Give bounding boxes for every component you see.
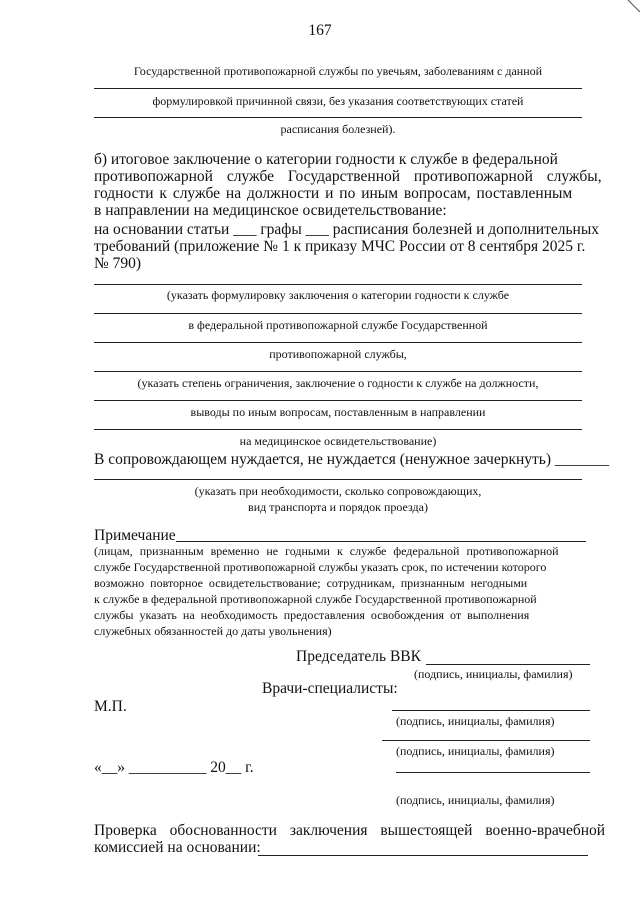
note-block — [94, 544, 588, 639]
signature-line — [392, 710, 590, 711]
fill-line — [94, 400, 582, 401]
note-line-5: службы указать на необходимость предоставления освобождения от выполнения — [94, 608, 530, 622]
note-line-3: возможно повторное освидетельствование; сотрудникам, признанным негодными — [94, 576, 528, 590]
date-line: «__» __________ 20__ г. — [94, 759, 254, 776]
note-line-2: службе Государственной противопожарной службы указать срок, по истечении которого — [94, 560, 547, 574]
section-b-text: б) итоговое заключение о категории годности к службе в федеральной — [94, 151, 558, 168]
basis-line-3: № 790) — [94, 255, 142, 272]
fill-line — [258, 855, 588, 856]
doctors-label: Врачи-специалисты: — [262, 680, 398, 697]
note-line-6: служебных обязанностей до даты увольнения) — [94, 624, 332, 638]
top-line-2: формулировкой причинной связи, без указания соответствующих статей — [152, 94, 524, 108]
note-line-4: к службе в федеральной противопожарной службе Государственной противопожарной — [94, 592, 537, 606]
signature-line — [396, 772, 590, 773]
instruction-6: на медицинское освидетельствование) — [239, 434, 437, 448]
page-number: 167 — [308, 22, 332, 39]
stamp-label: М.П. — [94, 698, 127, 715]
section-b-text: годности к службе на должности и по иным вопросам, поставленным — [94, 185, 573, 202]
fill-line — [94, 88, 582, 89]
chairman-label: Председатель ВВК — [296, 648, 421, 665]
note-line-1: (лицам, признанным временно не годными к службе федеральной противопожарной — [94, 544, 559, 558]
section-b-line-4 — [94, 202, 586, 220]
section-b-text: противопожарной службе Государственной противопожарной службы, — [94, 168, 602, 185]
verification-line-1: Проверка обоснованности заключения вышестоящей военно-врачебной — [94, 822, 606, 839]
instruction-4: (указать степень ограничения, заключение о годности к службе на должности, — [137, 376, 539, 390]
top-line-3: расписания болезней). — [280, 122, 396, 136]
fill-line — [94, 371, 582, 372]
escort-line: В сопровождающем нуждается, не нуждается (ненужное зачеркнуть) _______ — [94, 451, 610, 468]
basis-line-1: на основании статьи ___ графы ___ расписания болезней и дополнительных — [94, 221, 599, 238]
fill-line — [94, 479, 582, 480]
section-b-line-1 — [94, 151, 586, 169]
signature-line — [382, 740, 590, 741]
signature-caption: (подпись, инициалы, фамилия) — [396, 744, 555, 758]
instruction-1: (указать формулировку заключения о категории годности к службе — [166, 288, 510, 302]
signature-line — [426, 664, 590, 665]
verification-line-2: комиссией на основании: — [94, 839, 261, 856]
instruction-5: выводы по иным вопросам, поставленным в направлении — [190, 405, 486, 419]
basis-line-2: требований (приложение № 1 к приказу МЧС России от 8 сентября 2025 г. — [94, 238, 586, 255]
instruction-3: противопожарной службы, — [269, 347, 407, 361]
signature-caption: (подпись, инициалы, фамилия) — [396, 793, 555, 807]
fill-line — [94, 117, 582, 118]
corner-mark — [622, 0, 640, 14]
section-b-text: в направлении на медицинское освидетельствование: — [94, 202, 447, 219]
fill-line — [94, 313, 582, 314]
signature-caption: (подпись, инициалы, фамилия) — [414, 667, 573, 681]
instruction-2: в федеральной противопожарной службе Государственной — [188, 318, 488, 332]
escort-instruction-2: вид транспорта и порядок проезда) — [248, 500, 428, 514]
signature-caption: (подпись, инициалы, фамилия) — [396, 714, 555, 728]
fill-line — [94, 342, 582, 343]
section-b-line-2 — [94, 168, 602, 186]
fill-line — [94, 429, 582, 430]
note-label: Примечание — [94, 527, 176, 544]
fill-line — [176, 541, 586, 542]
fill-line — [94, 284, 582, 285]
top-line-1: Государственной противопожарной службы по увечьям, заболеваниям с данной — [133, 64, 543, 78]
section-b-line-3 — [94, 185, 586, 203]
escort-instruction-1: (указать при необходимости, сколько сопровождающих, — [194, 484, 482, 498]
